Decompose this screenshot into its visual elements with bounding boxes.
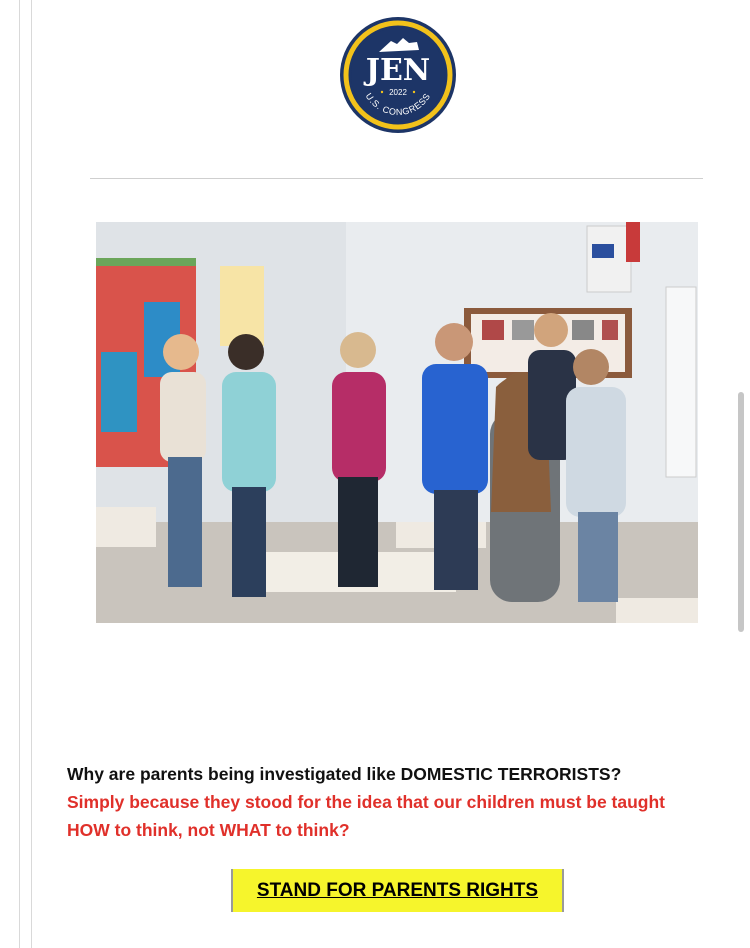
message-body <box>67 760 727 844</box>
left-border-line <box>19 0 20 948</box>
logo-seal-icon <box>339 16 457 134</box>
answer-text-line-1: Simply because they stood for the idea that our children must be taught <box>67 792 665 812</box>
logo-name: JEN <box>365 53 431 88</box>
logo-year: 2022 <box>389 88 407 97</box>
section-divider <box>90 178 703 179</box>
campaign-logo <box>339 16 457 134</box>
left-border-line <box>31 0 32 948</box>
logo-office-text: U.S. CONGRESS <box>363 91 433 118</box>
question-text: Why are parents being investigated like DOMESTIC TERRORISTS? <box>67 764 622 784</box>
scrollbar-thumb[interactable] <box>738 392 744 632</box>
stand-for-parents-rights-button[interactable] <box>231 869 564 912</box>
cta-label: STAND FOR PARENTS RIGHTS <box>256 879 539 901</box>
classroom-photo <box>96 222 698 623</box>
classroom-photo-image <box>96 222 698 623</box>
answer-text-line-2: HOW to think, not WHAT to think? <box>67 820 350 840</box>
